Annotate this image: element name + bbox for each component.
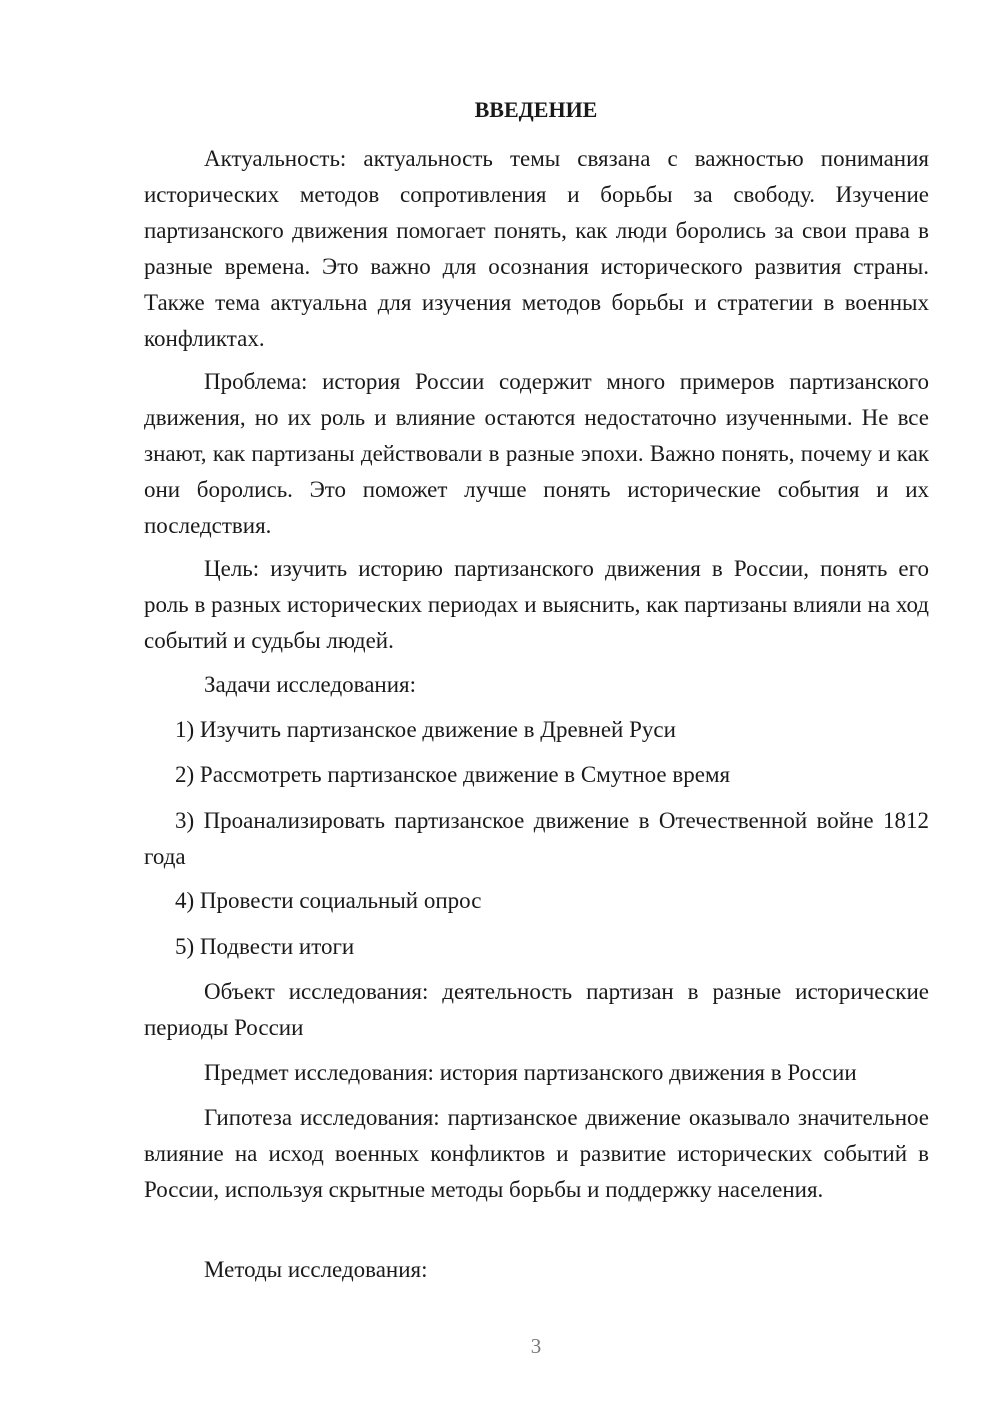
task-list-item xyxy=(144,712,929,748)
task-list-item xyxy=(144,757,929,793)
task-list-item xyxy=(144,803,929,875)
goal-paragraph: Цель: изучить историю партизанского движения в России, понять его роль в разных исторических периодах и выяснить, как партизаны влияли на ход событий и судьбы людей. xyxy=(144,556,929,653)
relevance-section xyxy=(144,141,929,357)
methods-heading: Методы исследования: xyxy=(204,1257,428,1282)
task-list-item xyxy=(144,929,929,965)
task-item-4: 4) Провести социальный опрос xyxy=(175,888,482,913)
tasks-heading: Задачи исследования: xyxy=(204,672,417,697)
object-section xyxy=(144,974,929,1046)
page-title: ВВЕДЕНИЕ xyxy=(474,97,598,122)
relevance-paragraph: Актуальность: актуальность темы связана с важностью понимания исторических методов сопротивления и борьбы за свободу. Изучение партизанского движения помогает понять, как люди боролись за свои права в разные времена. Это важно для осознания исторического развития страны. Также тема актуальна для изучения методов борьбы и стратегии в военных конфликтах. xyxy=(144,146,929,351)
object-paragraph: Объект исследования: деятельность партизан в разные исторические периоды России xyxy=(144,979,929,1040)
hypothesis-section xyxy=(144,1100,929,1208)
subject-paragraph: Предмет исследования: история партизанского движения в России xyxy=(204,1060,857,1085)
problem-paragraph: Проблема: история России содержит много примеров партизанского движения, но их роль и влияние остаются недостаточно изученными. Не все знают, как партизаны действовали в разные эпохи. Важно понять, почему и как они боролись. Это поможет лучше понять исторические события и их последствия. xyxy=(144,369,929,538)
task-item-5: 5) Подвести итоги xyxy=(175,934,355,959)
task-list-item xyxy=(144,883,929,919)
problem-section xyxy=(144,364,929,544)
hypothesis-paragraph: Гипотеза исследования: партизанское движение оказывало значительное влияние на исход военных конфликтов и развитие исторических событий в России, используя скрытные методы борьбы и поддержку населения. xyxy=(144,1105,929,1202)
subject-section xyxy=(144,1055,929,1091)
task-item-2: 2) Рассмотреть партизанское движение в Смутное время xyxy=(175,762,731,787)
methods-section xyxy=(144,1252,929,1288)
tasks-section xyxy=(144,667,929,703)
task-item-3: 3) Проанализировать партизанское движение в Отечественной войне 1812 года xyxy=(144,808,929,869)
task-item-1: 1) Изучить партизанское движение в Древней Руси xyxy=(175,717,676,742)
page-number: 3 xyxy=(530,1334,542,1358)
goal-section xyxy=(144,551,929,659)
